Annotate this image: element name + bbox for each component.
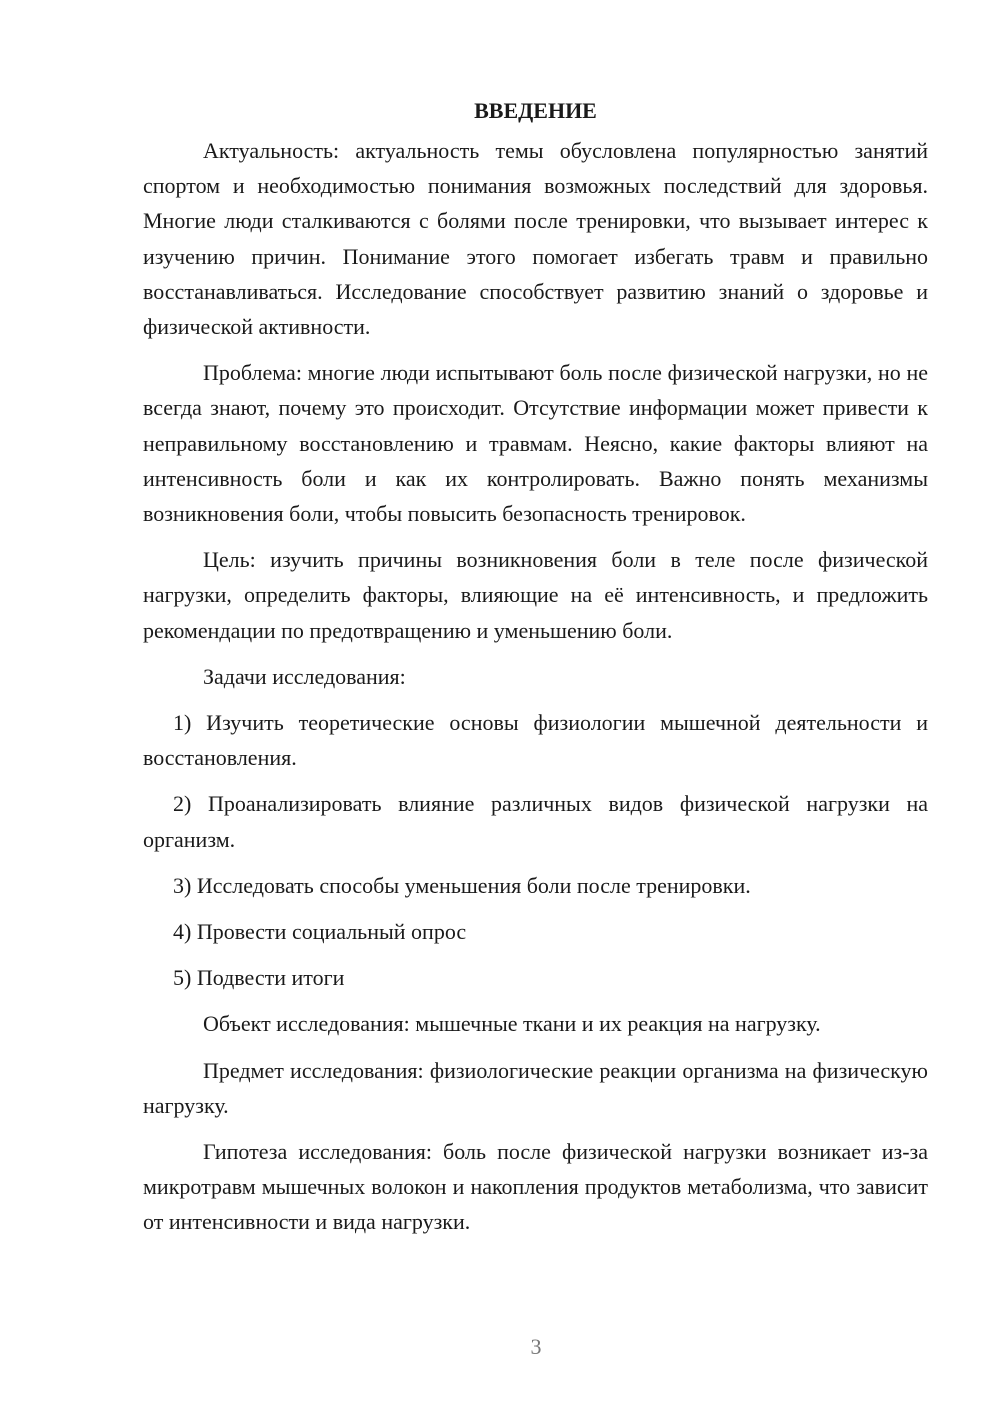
task-item-1: 1) Изучить теоретические основы физиологии мышечной деятельности и восстановления.: [143, 710, 928, 771]
section-heading: ВВЕДЕНИЕ: [474, 98, 597, 123]
relevance-paragraph: Актуальность: актуальность темы обусловлена популярностью занятий спортом и необходимостью понимания возможных последствий для здоровья. Многие люди сталкиваются с болями после тренировки, что вызывает интерес к изучению причин. Понимание этого помогает избегать травм и правильно восстанавливаться. Исследование способствует развитию знаний о здоровье и физической активности.: [143, 138, 928, 340]
tasks-title: Задачи исследования:: [203, 663, 406, 689]
subject-paragraph: Предмет исследования: физиологические реакции организма на физическую нагрузку.: [143, 1057, 928, 1118]
document-body: [143, 95, 928, 1251]
problem-paragraph: Проблема: многие люди испытывают боль после физической нагрузки, но не всегда знают, почему это происходит. Отсутствие информации может привести к неправильному восстановлению и травмам. Неясно, какие факторы влияют на интенсивность боли и как их контролировать. Важно понять механизмы возникновения боли, чтобы повысить безопасность тренировок.: [143, 360, 928, 527]
task-item-2: 2) Проанализировать влияние различных видов физической нагрузки на организм.: [143, 791, 928, 852]
goal-paragraph: Цель: изучить причины возникновения боли в теле после физической нагрузки, определить факторы, влияющие на её интенсивность, и предложить рекомендации по предотвращению и уменьшению боли.: [143, 547, 928, 643]
hypothesis-paragraph: Гипотеза исследования: боль после физической нагрузки возникает из-за микротравм мышечных волокон и накопления продуктов метаболизма, что зависит от интенсивности и вида нагрузки.: [143, 1139, 928, 1235]
task-item-5: 5) Подвести итоги: [173, 965, 345, 991]
task-item-3: 3) Исследовать способы уменьшения боли после тренировки.: [173, 872, 751, 898]
page-number: 3: [530, 1334, 542, 1359]
object-paragraph: Объект исследования: мышечные ткани и их реакция на нагрузку.: [203, 1011, 821, 1037]
task-item-4: 4) Провести социальный опрос: [173, 919, 467, 945]
